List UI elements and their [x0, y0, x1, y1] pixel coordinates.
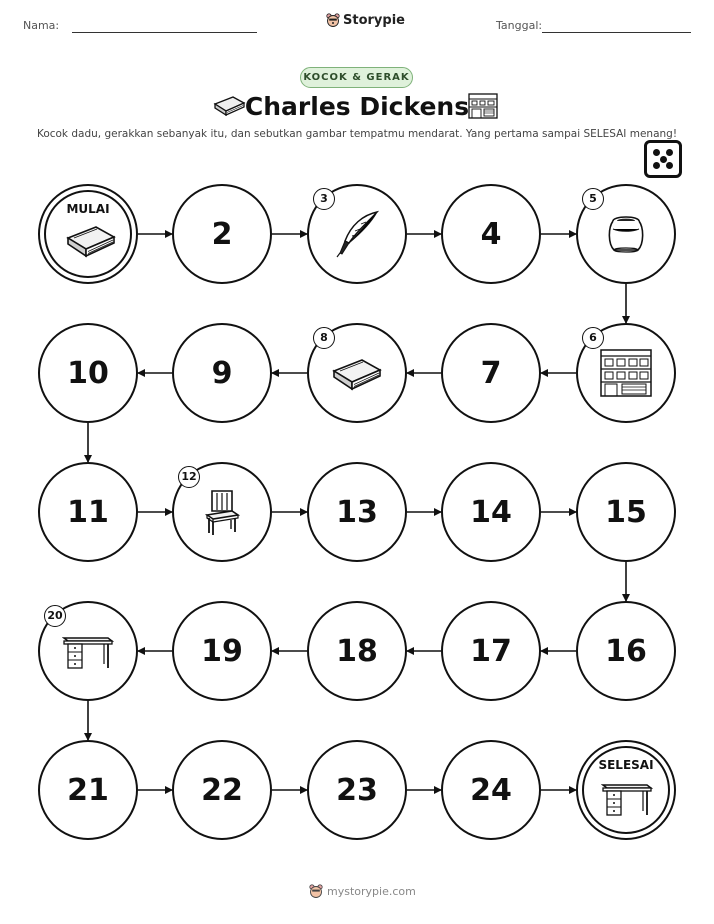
storefront-building-icon	[598, 347, 654, 399]
footer	[309, 884, 416, 899]
space-number: 9	[211, 355, 233, 391]
finish-space	[576, 740, 676, 840]
board-space-7	[441, 323, 541, 423]
date-label: Tanggal:	[496, 19, 543, 32]
board-space-21	[38, 740, 138, 840]
finish-label: SELESAI	[598, 758, 654, 772]
space-number: 18	[336, 633, 378, 669]
quill-pen-icon	[333, 209, 381, 259]
start-space	[38, 184, 138, 284]
board-space-8	[307, 323, 407, 423]
desk-icon	[601, 778, 653, 818]
space-number: 15	[605, 494, 647, 530]
board-space-3	[307, 184, 407, 284]
space-number-badge: 6	[582, 327, 604, 349]
name-label: Nama:	[23, 19, 60, 32]
start-label: MULAI	[66, 202, 110, 216]
chair-icon	[204, 487, 240, 537]
space-number: 14	[470, 494, 512, 530]
board-space-18	[307, 601, 407, 701]
book-icon	[64, 222, 118, 258]
space-number-badge: 3	[313, 188, 335, 210]
board-space-6	[576, 323, 676, 423]
board-space-10	[38, 323, 138, 423]
board-space-13	[307, 462, 407, 562]
space-number-badge: 5	[582, 188, 604, 210]
instructions: Kocok dadu, gerakkan sebanyak itu, dan sebutkan gambar tempatmu mendarat. Yang pertama sampai SELESAI menang!	[36, 128, 678, 140]
board-space-22	[172, 740, 272, 840]
inkpot-icon	[604, 214, 648, 254]
space-number: 7	[480, 355, 502, 391]
space-number: 19	[201, 633, 243, 669]
board-space-17	[441, 601, 541, 701]
space-number: 16	[605, 633, 647, 669]
board-space-23	[307, 740, 407, 840]
board-space-9	[172, 323, 272, 423]
board-space-16	[576, 601, 676, 701]
space-number-badge: 12	[178, 466, 200, 488]
space-number: 22	[201, 772, 243, 808]
space-number: 10	[67, 355, 109, 391]
bear-mascot-icon	[309, 884, 323, 899]
board-space-20	[38, 601, 138, 701]
book-icon	[330, 355, 384, 391]
footer-url: mystorypie.com	[327, 885, 416, 898]
space-number: 2	[211, 216, 233, 252]
board-space-15	[576, 462, 676, 562]
board-space-12	[172, 462, 272, 562]
board-space-5	[576, 184, 676, 284]
board-space-19	[172, 601, 272, 701]
space-number: 11	[67, 494, 109, 530]
board-space-4	[441, 184, 541, 284]
page-title: Charles Dickens	[244, 92, 470, 121]
board-space-14	[441, 462, 541, 562]
game-type-badge: KOCOK & GERAK	[300, 67, 413, 88]
space-number-badge: 20	[44, 605, 66, 627]
board-space-11	[38, 462, 138, 562]
space-number: 4	[480, 216, 502, 252]
space-number: 23	[336, 772, 378, 808]
space-number: 21	[67, 772, 109, 808]
board-space-24	[441, 740, 541, 840]
desk-icon	[62, 631, 114, 671]
space-number: 17	[470, 633, 512, 669]
space-number: 13	[336, 494, 378, 530]
space-number-badge: 8	[313, 327, 335, 349]
board-space-2	[172, 184, 272, 284]
space-number: 24	[470, 772, 512, 808]
brand-name: Storypie	[343, 13, 405, 28]
